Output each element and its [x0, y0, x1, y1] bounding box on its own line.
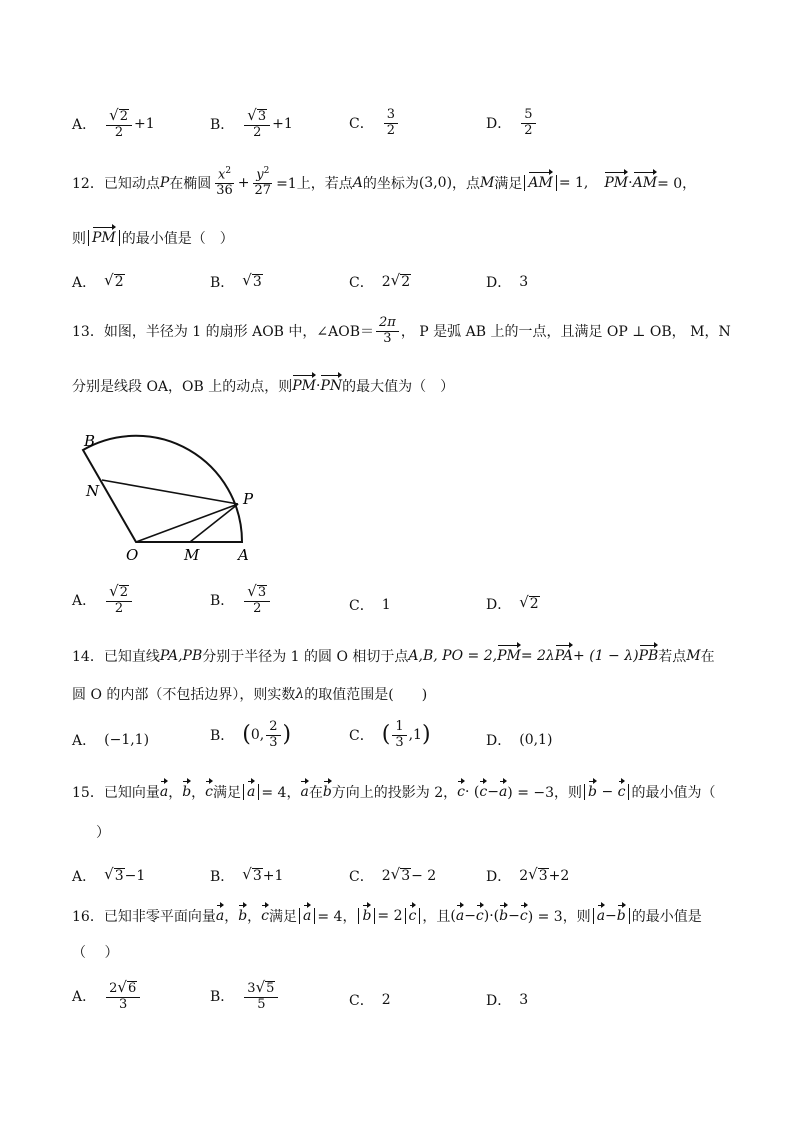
segment-op [136, 504, 238, 542]
q16-option-a: A． 2 √ 6 3 [72, 980, 142, 1013]
sector-figure [80, 420, 265, 562]
q14-stem-line1: 14． 已知直线 PA,PB 分别于半径为 1 的圆 O 相切于点 A,B, PO = 2, PM = 2λ PA + (1 − λ) PB 若点 M 在 [72, 648, 715, 665]
q12-stem-line1: 12． 已知动点 P 在椭圆 $\frac{x^2}{36}$ + $\frac{y^2}{27}$ =1上，若点 A 的坐标为 (3,0) ，点 M 满足 AM = 1, PM · AM = 0， [72, 166, 697, 199]
q15-option-b: B． √ 3 +1 [210, 865, 284, 885]
q13-option-c: C． 1 [349, 597, 391, 614]
q15-stem-line1: 15． 已知向量 a ， b ， c 满足 a = 4， a 在 b 方向上的投影为 2， c · ( c − a ) = −3，则 b − c 的最小值为（ [72, 784, 716, 801]
q16-stem-line1: 16． 已知非零平面向量 a ， b ， c 满足 a = 4， b = 2 c ，且 ( a − c )·( b − c ) = 3，则 a−b 的最小值是 [72, 908, 702, 925]
q16-option-d: D． 3 [486, 992, 529, 1009]
q15-stem-line2: ） [96, 825, 110, 841]
label-m: M [184, 546, 200, 562]
segment-pm [190, 504, 238, 542]
sector-outline [83, 436, 242, 542]
q13-stem-line1: 13． 如图，半径为 1 的扇形 AOB 中，∠AOB＝ $\frac{2\pi}{3}$ ， P 是弧 AB 上的一点，且满足 OP ⊥ OB， M，N [72, 315, 731, 346]
q12-option-c: C． 2 √ 2 [349, 271, 411, 291]
q14-stem-line2: 圆 O 的内部（不包括边界），则实数 λ 的取值范围是( ) [72, 686, 428, 703]
q16-stem-line2: （ ） [72, 945, 119, 961]
label-b: B [84, 432, 96, 450]
q14-option-c: C． ( $\frac{1}{3}$ ,1 ) [349, 719, 431, 750]
q13-option-b: B． √ 3 2 [210, 584, 272, 617]
q14-option-d: D． (0,1) [486, 732, 553, 749]
segment-pn [102, 480, 238, 504]
q16-option-c: C． 2 [349, 992, 391, 1009]
q14-option-b: B． ( 0, $\frac{2}{3}$ ) [210, 719, 292, 750]
q12-option-b: B． √ 3 [210, 271, 262, 291]
q15-option-a: A． √ 3 −1 [72, 865, 146, 885]
q12-option-a: A． √ 2 [72, 271, 124, 291]
label-n: N [86, 482, 100, 500]
q16-option-b: B． 3 √ 5 5 [210, 980, 280, 1013]
label-a: A [238, 546, 249, 562]
q13-option-d: D． √ 2 [486, 593, 539, 613]
q11-option-a: A． √ 2 2 +1 [72, 106, 155, 140]
q12-stem-line2: 则 PM 的最小值是（ ） [72, 230, 234, 247]
q15-option-d: D． 2 √ 3 +2 [486, 865, 570, 885]
q11-option-d: D． $\frac{5}{2}$ [486, 108, 538, 139]
q15-option-c: C． 2 √ 3 − 2 [349, 865, 437, 885]
q12-option-d: D． 3 [486, 274, 529, 291]
q14-option-a: A． (−1,1) [72, 732, 150, 749]
label-o: O [126, 546, 139, 562]
q11-option-c: C． $\frac{3}{2}$ [349, 108, 400, 139]
q13-option-a: A． √ 2 2 [72, 584, 134, 617]
q13-stem-line2: 分别是线段 OA，OB 上的动点，则 PM · PN 的最大值为（ ） [72, 378, 455, 395]
label-p: P [243, 490, 254, 508]
q11-option-b: B． √ 3 2 +1 [210, 106, 293, 140]
